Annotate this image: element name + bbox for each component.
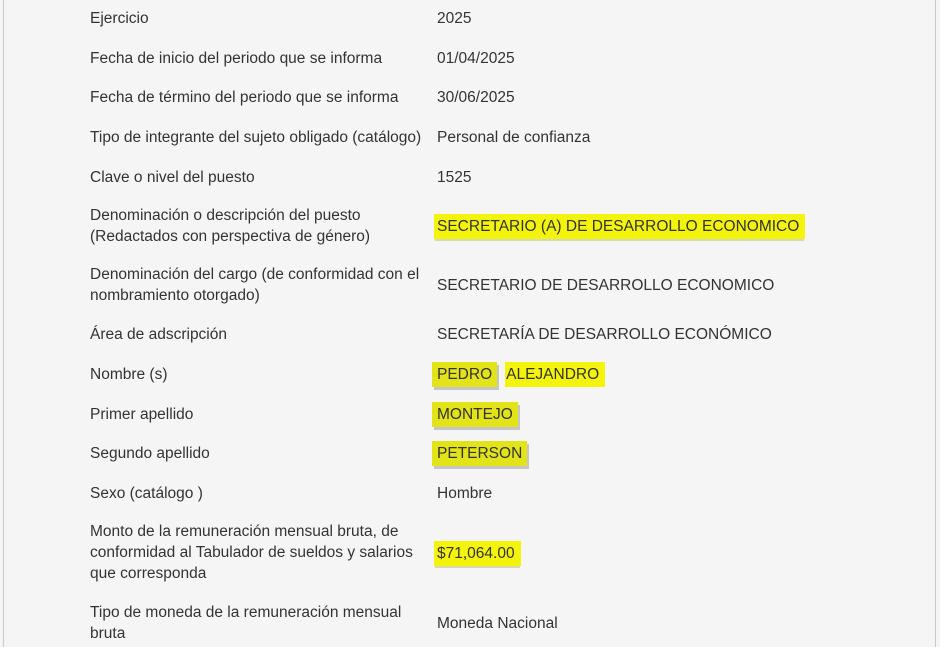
field-value: Personal de confianza bbox=[437, 129, 591, 146]
field-label bbox=[90, 521, 435, 584]
field-label: Nombre (s) bbox=[90, 366, 168, 383]
field-label: Segundo apellido bbox=[90, 445, 210, 462]
highlighted-value: $71,064.00 bbox=[434, 541, 521, 566]
field-value bbox=[437, 443, 527, 464]
field-value: SECRETARÍA DE DESARROLLO ECONÓMICO bbox=[437, 326, 772, 343]
field-value: 01/04/2025 bbox=[437, 50, 515, 67]
highlighted-value: PEDRO bbox=[432, 362, 497, 387]
field-label-line: conformidad al Tabulador de sueldos y salarios bbox=[90, 544, 413, 561]
field-label bbox=[90, 264, 435, 306]
field-label-line: Tipo de moneda de la remuneración mensual bbox=[90, 604, 402, 621]
field-value bbox=[437, 543, 521, 564]
field-label-line: nombramiento otorgado) bbox=[90, 287, 260, 304]
field-value: 1525 bbox=[437, 169, 472, 186]
highlighted-value: PETERSON bbox=[432, 441, 527, 466]
record-detail-panel bbox=[3, 0, 936, 647]
field-label bbox=[90, 602, 435, 644]
field-label: Área de adscripción bbox=[90, 326, 227, 343]
field-label-line: (Redactados con perspectiva de género) bbox=[90, 228, 371, 245]
field-label: Ejercicio bbox=[90, 10, 149, 27]
field-label-line: Denominación o descripción del puesto bbox=[90, 207, 361, 224]
field-value bbox=[437, 216, 805, 237]
field-label-line: bruta bbox=[90, 625, 126, 642]
field-value: 30/06/2025 bbox=[437, 89, 515, 106]
field-label: Clave o nivel del puesto bbox=[90, 169, 255, 186]
field-label: Primer apellido bbox=[90, 406, 194, 423]
highlighted-value: MONTEJO bbox=[432, 402, 518, 427]
field-value: Hombre bbox=[437, 485, 493, 502]
field-label bbox=[90, 205, 435, 247]
field-value bbox=[437, 364, 605, 385]
field-label-line: que corresponda bbox=[90, 565, 207, 582]
field-value bbox=[437, 404, 518, 425]
field-value: 2025 bbox=[437, 10, 472, 27]
field-label: Fecha de inicio del periodo que se informa bbox=[90, 50, 383, 67]
field-label-line: Monto de la remuneración mensual bruta, de bbox=[90, 523, 399, 540]
field-label: Tipo de integrante del sujeto obligado (catálogo) bbox=[90, 129, 422, 146]
field-label: Fecha de término del periodo que se informa bbox=[90, 89, 399, 106]
field-label: Sexo (catálogo ) bbox=[90, 485, 203, 502]
highlighted-value: SECRETARIO (A) DE DESARROLLO ECONOMICO bbox=[434, 214, 805, 239]
field-value: Moneda Nacional bbox=[437, 615, 558, 632]
highlighted-value: ALEJANDRO bbox=[505, 362, 605, 387]
field-label-line: Denominación del cargo (de conformidad con el bbox=[90, 266, 420, 283]
field-value: SECRETARIO DE DESARROLLO ECONOMICO bbox=[437, 277, 775, 294]
